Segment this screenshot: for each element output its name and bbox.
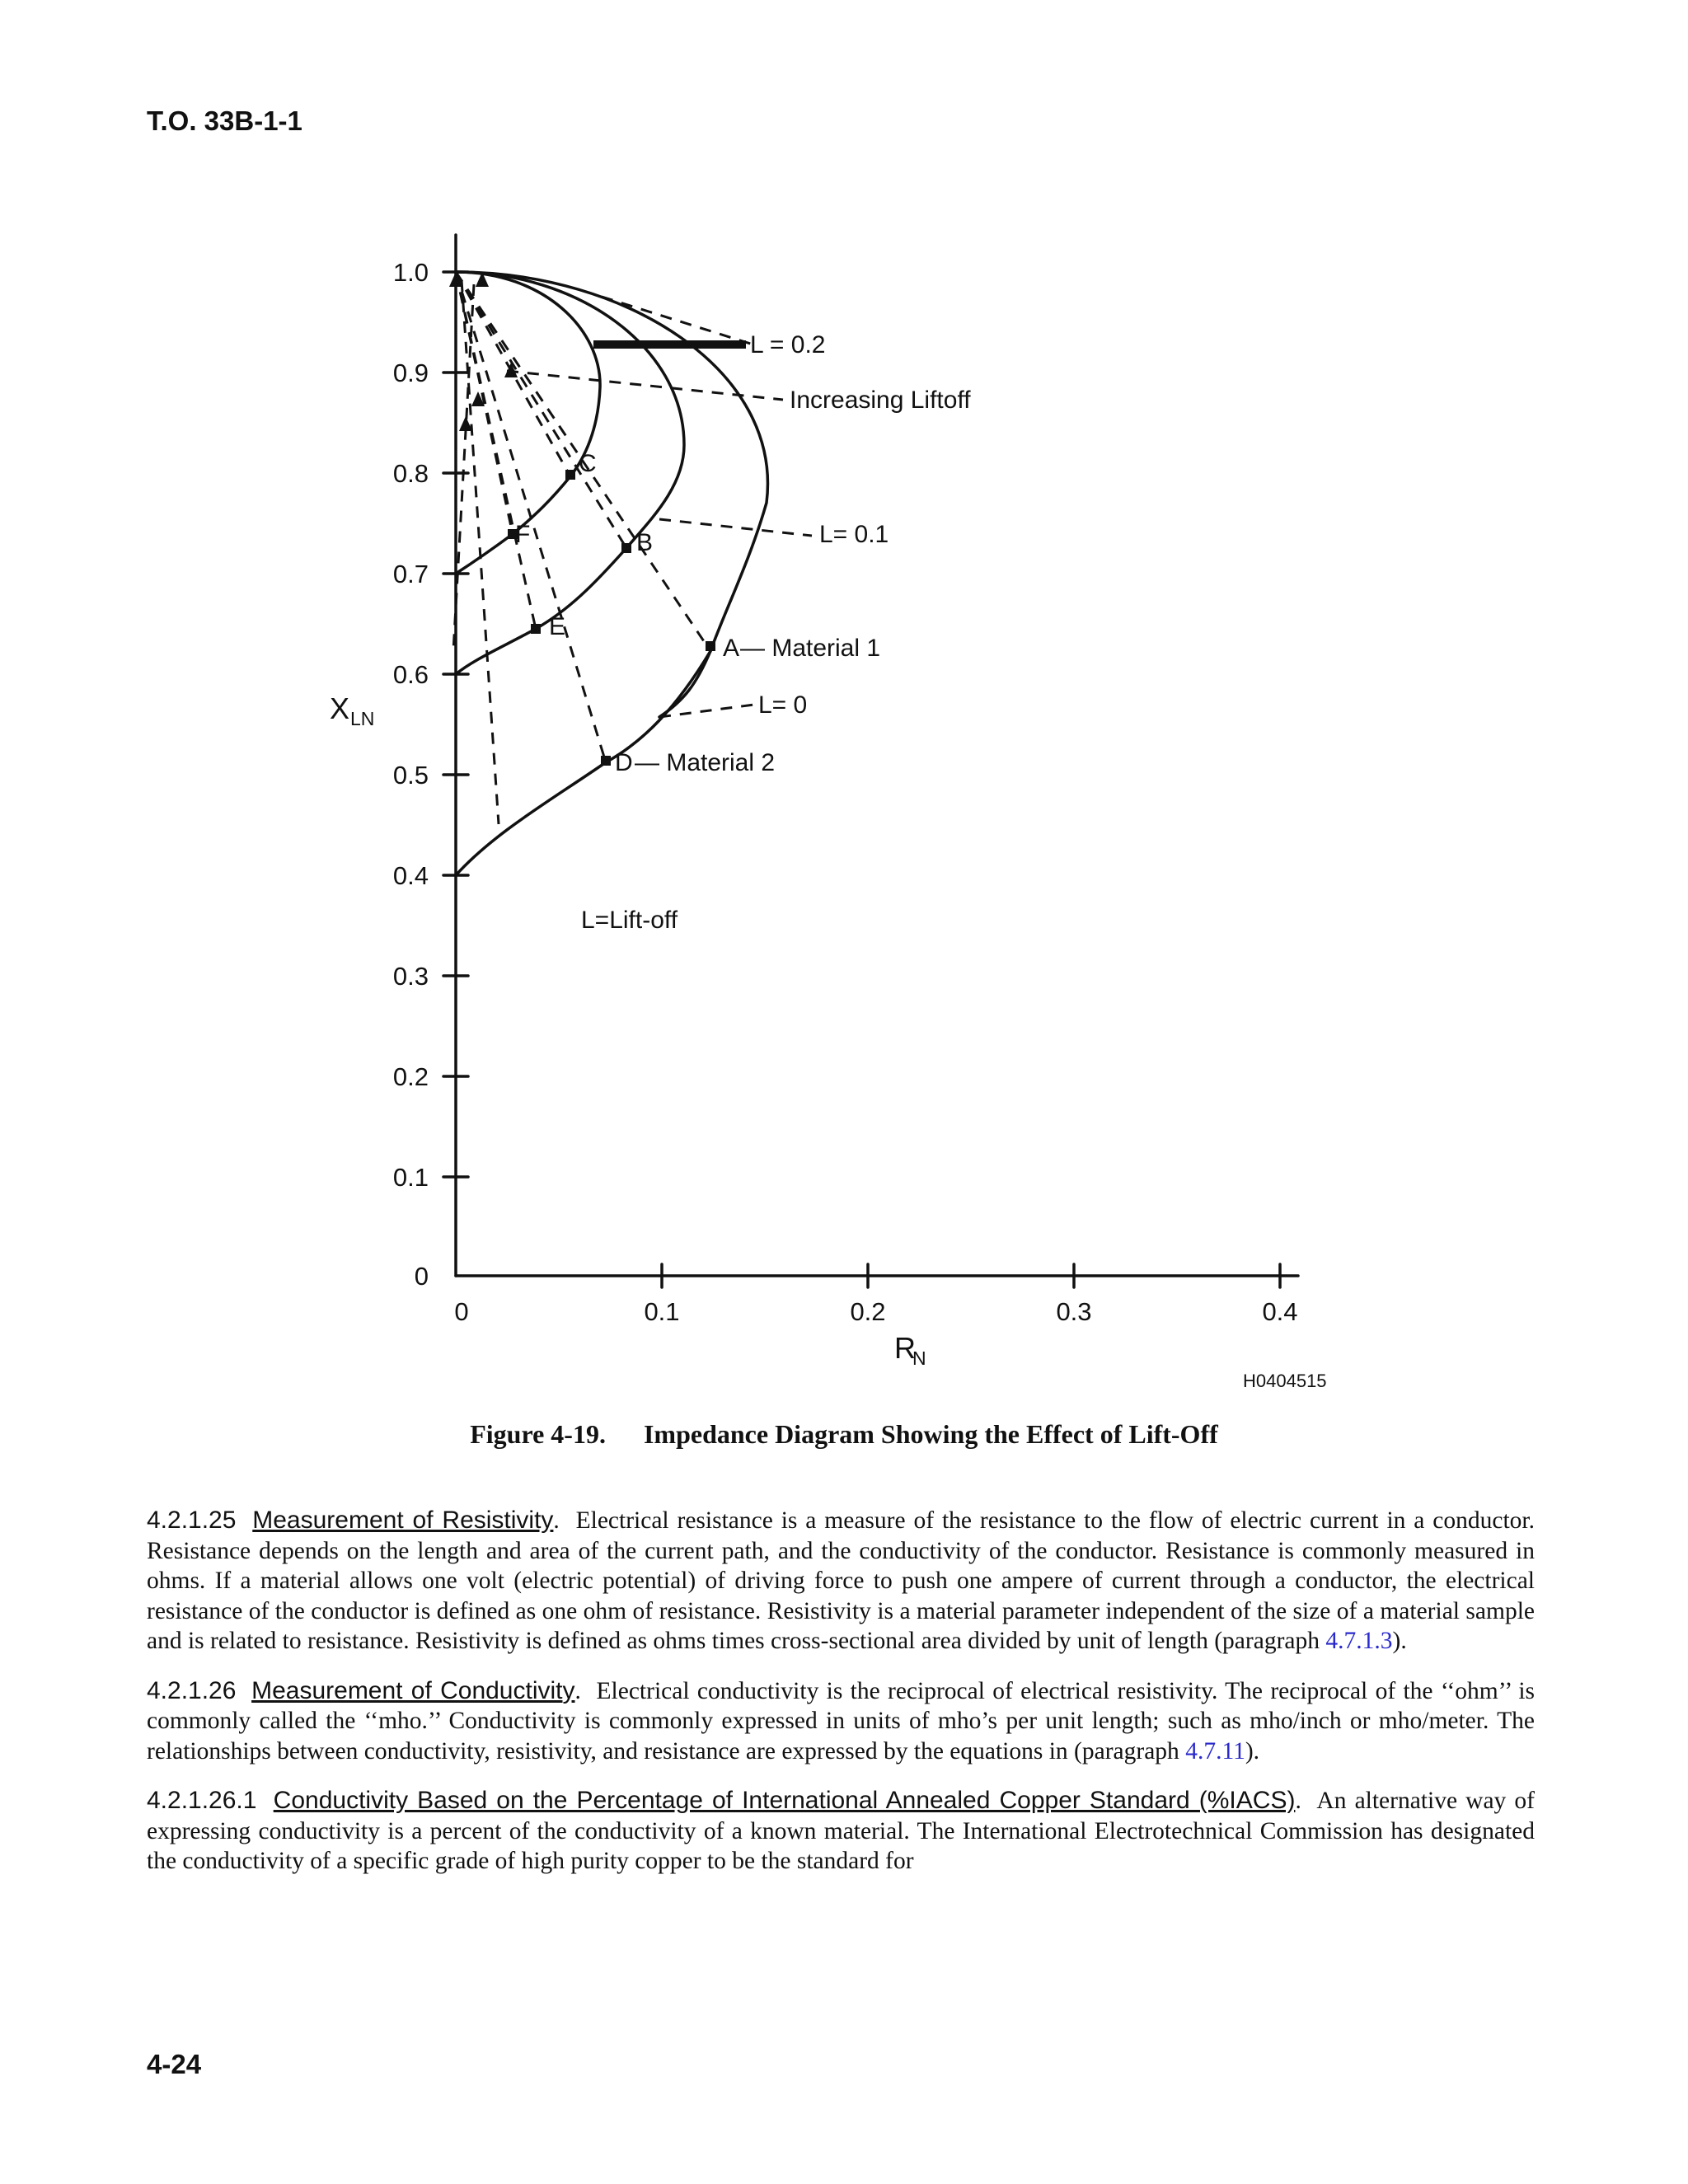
x-tick-label: 0.2 [850, 1297, 886, 1326]
point-label-a: A [723, 635, 740, 662]
y-tick-label: 1.0 [392, 258, 429, 287]
svg-text:R: R [894, 1331, 916, 1365]
y-tick-label: 0.9 [392, 359, 429, 387]
point-label-f: F [515, 521, 531, 548]
y-tick-label: 0.5 [392, 761, 429, 790]
x-tick-label: 0.4 [1262, 1297, 1298, 1326]
y-tick-label: 0.8 [392, 459, 429, 488]
y-tick-label: 0.7 [392, 560, 429, 588]
svg-text:N: N [912, 1347, 926, 1369]
x-tick-label: 0.1 [644, 1297, 680, 1326]
callout-l01: L= 0.1 [819, 521, 889, 548]
paragraph-body: Electrical conductivity is the reciprocal of electrical resistivity. The reciprocal of the ‘‘ohm’’ is commonly called the ‘‘mho.’’ Conductivity is commonly expressed in units of mho’s per unit length; such as mho/inch or mho/meter. The relationships between conductivity, resistivity, and resistance are expressed by the equations in (paragraph [147, 1677, 1536, 1765]
y-tick-label: 0.4 [392, 861, 429, 890]
curve-material1-l0 [456, 272, 767, 651]
dashed-arc-l02 [602, 297, 758, 346]
point-b-marker [621, 543, 631, 553]
point-label-e: E [549, 613, 566, 640]
y-tick-label: 0.2 [392, 1062, 429, 1091]
point-label-c: C [579, 450, 597, 477]
x-tick-label: 0 [454, 1297, 469, 1326]
leader-increasing-liftoff [507, 371, 783, 400]
x-axis-tick-labels [454, 1297, 1297, 1326]
paragraph-body: An alternative way of expressing conductivity is a percent of the conductivity of a known material. The International Electrotechnical Commission has designated the conductivity of a specific grade of high purity copper to be the standard for [147, 1788, 1535, 1874]
paragraph-number: 4.2.1.26 [147, 1676, 237, 1704]
figure-caption [0, 1419, 1688, 1450]
liftoff-dashed-vertical-1 [462, 280, 499, 824]
curve-material2-l01 [456, 548, 626, 674]
leader-l01 [659, 519, 812, 536]
document-id-header: T.O. 33B-1-1 [147, 105, 302, 136]
callout-material1: — Material 1 [740, 635, 881, 662]
paragraph-4-2-1-25: 4.2.1.25 Measurement of Resistivity. Electrical resistance is a measure of the resistance to the flow of electric current in a conductor. Resistance depends on the length and area of the current path, and the conductivity of the conductor. Resistance is commonly measured in ohms. If a material allows one volt (electric potential) of driving force to push one ampere of current through a conductor, the electrical resistance of the conductor is defined as one ohm of resistance. Resistivity is a material parameter independent of the size of a material sample and is related to resistance. Resistivity is defined as ohms times cross-sectional area divided by unit of length (paragraph 4.7.1.3). [147, 1507, 1536, 1654]
figure-caption-number: Figure 4-19. [470, 1419, 606, 1449]
point-label-d: D [615, 749, 633, 776]
point-e-marker [531, 624, 541, 634]
paragraph-tail: ). [1245, 1737, 1260, 1765]
y-axis-label [330, 691, 374, 729]
svg-text:LN: LN [350, 708, 375, 729]
curve-material1-l01 [456, 272, 684, 548]
x-axis-label [894, 1331, 926, 1369]
y-tick-label: 0.6 [392, 660, 429, 689]
callout-l02: L = 0.2 [750, 331, 826, 359]
paragraph-title: Conductivity Based on the Percentage of International Annealed Copper Standard (%IACS) [273, 1787, 1296, 1814]
page-number-footer: 4-24 [147, 2049, 202, 2079]
point-a-marker [706, 641, 715, 651]
y-axis-tick-labels [393, 258, 429, 1291]
y-tick-label: 0 [414, 1262, 429, 1291]
callout-increasing-liftoff: Increasing Liftoff [790, 387, 971, 414]
figure-caption-title: Impedance Diagram Showing the Effect of Lift-Off [643, 1419, 1218, 1449]
point-label-b: B [636, 529, 654, 556]
body-text [147, 1506, 1535, 1896]
y-tick-label: 0.1 [392, 1163, 429, 1192]
y-tick-label: 0.3 [392, 962, 429, 991]
svg-text:X: X [330, 691, 350, 725]
x-tick-label: 0.3 [1056, 1297, 1092, 1326]
paragraph-tail: ). [1392, 1628, 1407, 1654]
paragraph-title: Measurement of Conductivity [251, 1676, 575, 1704]
callout-liftoff-definition: L=Lift-off [581, 907, 678, 934]
paragraph-title: Measurement of Resistivity [252, 1507, 554, 1534]
curve-material2-l02 [456, 476, 570, 574]
callout-l0: L= 0 [758, 691, 808, 719]
callout-material2: — Material 2 [635, 749, 776, 776]
cross-reference-link[interactable]: 4.7.1.3 [1325, 1628, 1393, 1654]
paragraph-number: 4.2.1.25 [147, 1507, 237, 1534]
paragraph-number: 4.2.1.26.1 [147, 1787, 257, 1814]
cross-reference-link[interactable]: 4.7.11 [1185, 1737, 1245, 1765]
figure-code: H0404515 [1243, 1371, 1327, 1391]
arrowheads [449, 272, 518, 431]
point-c-marker [565, 470, 575, 480]
paragraph-body: Electrical resistance is a measure of the resistance to the flow of electric current in a conductor. Resistance depends on the length and area of the current path, and the conductivity of the conductor. Resistance is commonly measured in ohms. If a material allows one volt (electric potential) of driving force to push one ampere of current through a conductor, the electrical resistance of the conductor is defined as one ohm of resistance. Resistivity is a material parameter independent of the size of a material sample and is related to resistance. Resistivity is defined as ohms times cross-sectional area divided by unit of length (paragraph [147, 1507, 1536, 1654]
paragraph-4-2-1-26-1: 4.2.1.26.1 Conductivity Based on the Percentage of International Annealed Copper Standard (%IACS). An alternative way of expressing conductivity is a percent of the conductivity of a known material. The International Electrotechnical Commission has designated the conductivity of a specific grade of high purity copper to be the standard for [147, 1787, 1535, 1874]
point-d-marker [601, 756, 611, 766]
paragraph-4-2-1-26: 4.2.1.26 Measurement of Conductivity. Electrical conductivity is the reciprocal of electrical resistivity. The reciprocal of the ‘‘ohm’’ is commonly called the ‘‘mho.’’ Conductivity is commonly expressed in units of mho’s per unit length; such as mho/inch or mho/meter. The relationships between conductivity, resistivity, and resistance are expressed by the equations in (paragraph 4.7.11). [147, 1676, 1536, 1765]
liftoff-line-e [456, 272, 536, 629]
